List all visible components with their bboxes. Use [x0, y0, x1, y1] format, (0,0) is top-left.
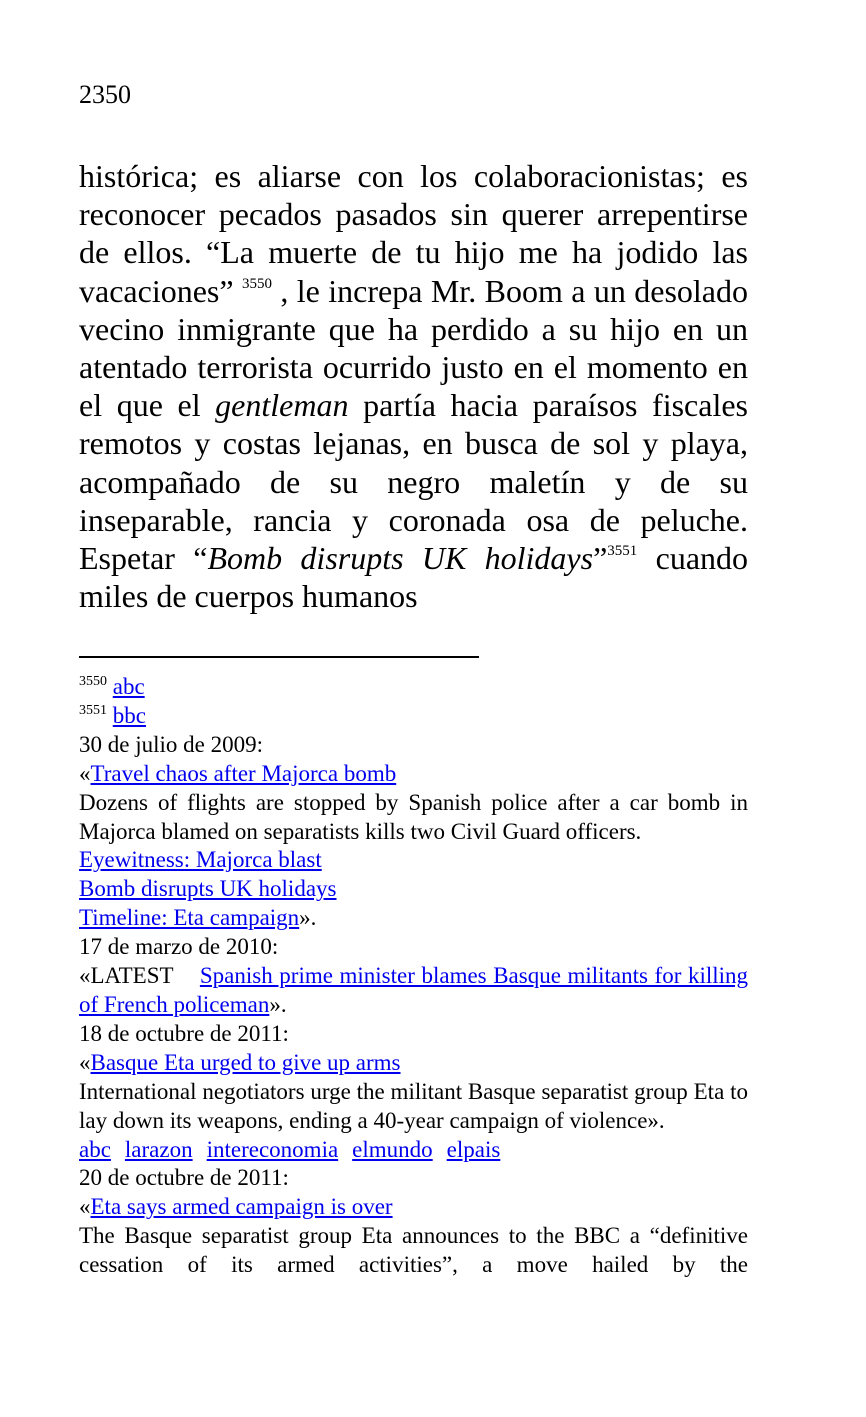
- footnote-date: 30 de julio de 2009:: [79, 731, 263, 757]
- source-link-elmundo[interactable]: elmundo: [352, 1136, 433, 1162]
- footnote-headline-row: [79, 1049, 748, 1078]
- footnote-summary: International negotiators urge the militant Basque separatist group Eta to lay down its weapons, ending a 40-year campaign of violence».: [79, 1078, 748, 1133]
- footnote-ref-3550[interactable]: 3550: [241, 275, 272, 292]
- body-emphasis-gentleman: gentleman: [215, 387, 349, 424]
- footnote-related-row: [79, 846, 748, 875]
- related-link-timeline[interactable]: Timeline: Eta campaign: [79, 905, 300, 931]
- source-link-elpais[interactable]: elpais: [446, 1136, 501, 1162]
- footnote-sources-row: [79, 1136, 748, 1165]
- footnote-link-bbc[interactable]: bbc: [112, 702, 146, 728]
- body-emphasis-headline: Bomb disrupts UK holidays: [207, 540, 594, 577]
- footnotes-section: [79, 673, 748, 1280]
- source-link-abc[interactable]: abc: [79, 1136, 111, 1162]
- source-link-intereconomia[interactable]: intereconomia: [206, 1136, 339, 1162]
- footnote-headline-row: [79, 760, 748, 789]
- open-quote: «: [79, 1049, 91, 1075]
- page-number: 2350: [79, 80, 131, 109]
- footnote-mark: 3550: [79, 674, 107, 689]
- headline-link-spanish-pm[interactable]: Spanish prime minister blames Basque militants for killing of French policeman: [79, 963, 749, 1017]
- related-link-bomb-disrupts[interactable]: Bomb disrupts UK holidays: [79, 876, 337, 902]
- source-link-larazon[interactable]: larazon: [124, 1136, 193, 1162]
- body-text-3: partía hacia paraísos fiscales remotos y costas lejanas, en busca de sol y playa, acompañado de su negro maletín y de su inseparable, rancia y coronada osa de peluche. Espetar “: [79, 387, 748, 577]
- body-text-5: cuando miles de cuerpos humanos: [79, 540, 749, 615]
- related-link-eyewitness[interactable]: Eyewitness: Majorca blast: [79, 847, 322, 873]
- footnote-divider: [79, 656, 479, 658]
- body-text-2: , le increpa Mr. Boom a un desolado vecino inmigrante que ha perdido a su hijo en un atentado terrorista ocurrido justo en el momento en el que el: [79, 272, 748, 424]
- footnote-summary: Dozens of flights are stopped by Spanish police after a car bomb in Majorca blamed on separatists kills two Civil Guard officers.: [79, 789, 748, 844]
- close-quote: ».: [269, 991, 287, 1017]
- footnote-related-row: [79, 904, 748, 933]
- body-text-4: ”: [593, 540, 608, 577]
- footnote-ref-3551[interactable]: 3551: [607, 543, 638, 560]
- footnote-summary: The Basque separatist group Eta announces to the BBC a “definitive cessation of its armed activities”, a move hailed by the: [79, 1223, 748, 1278]
- footnote-date: 18 de octubre de 2011:: [79, 1020, 289, 1046]
- open-quote: «: [79, 1194, 91, 1220]
- latest-label: «LATEST: [79, 963, 174, 989]
- headline-link-eta-campaign-over[interactable]: Eta says armed campaign is over: [90, 1194, 393, 1220]
- footnote-date: 17 de marzo de 2010:: [79, 934, 279, 960]
- headline-link-travel-chaos[interactable]: Travel chaos after Majorca bomb: [90, 760, 397, 786]
- close-quote: ».: [299, 905, 317, 931]
- footnote-date: 20 de octubre de 2011:: [79, 1165, 289, 1191]
- footnote-link-abc[interactable]: abc: [112, 674, 145, 699]
- footnote-headline-row: [79, 1193, 748, 1222]
- open-quote: «: [79, 760, 91, 786]
- headline-link-eta-urged[interactable]: Basque Eta urged to give up arms: [90, 1049, 401, 1075]
- footnote-3550: [79, 673, 748, 702]
- body-paragraph: [79, 157, 748, 615]
- footnote-related-row: [79, 875, 748, 904]
- footnote-3551: [79, 702, 748, 731]
- footnote-latest-row: [79, 962, 748, 1020]
- body-text-1: histórica; es aliarse con los colaboracionistas; es reconocer pecados pasados sin querer arrepentirse de ellos. “La muerte de tu hijo me ha jodido las vacaciones”: [79, 158, 748, 309]
- footnote-mark: 3551: [79, 702, 107, 718]
